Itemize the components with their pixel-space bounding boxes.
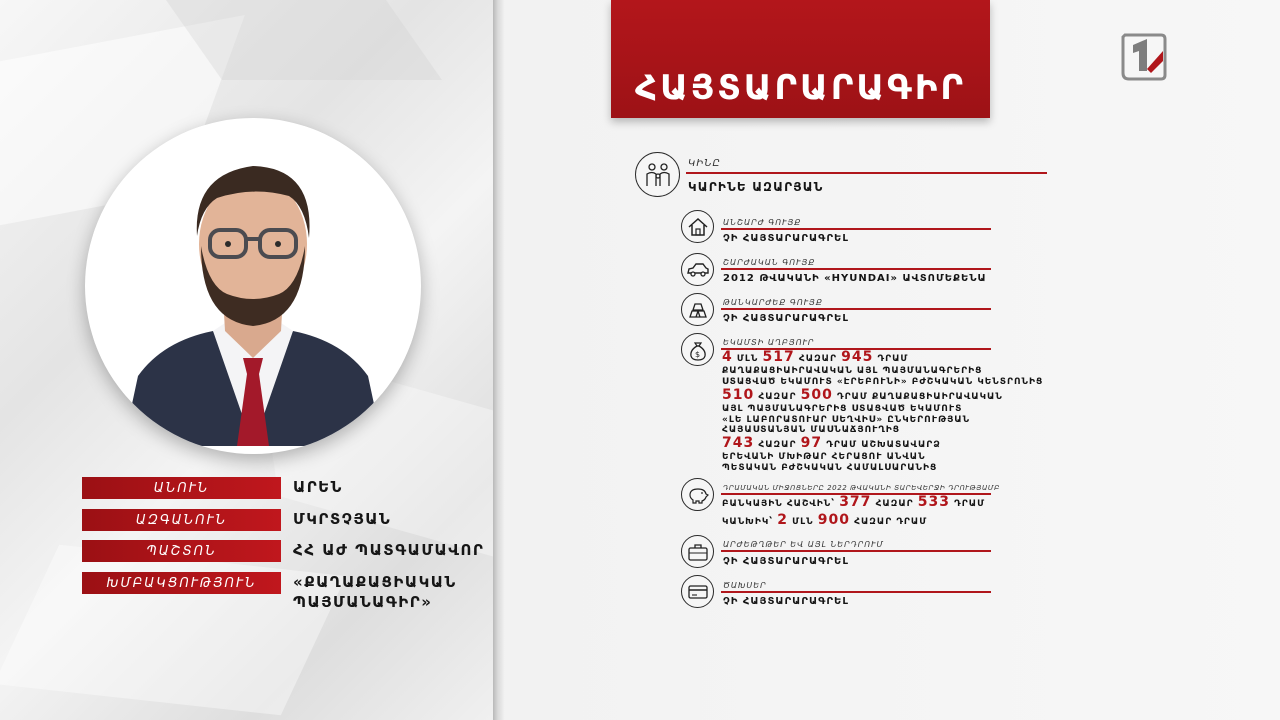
amount-number: 97 xyxy=(800,435,823,451)
amount-number: 377 xyxy=(839,494,872,510)
info-value: ՄԿՐՏՉՅԱՆ xyxy=(293,510,392,528)
section-divider xyxy=(721,550,991,552)
expenses-value: ՉԻ ՀԱՅՏԱՐԱՐԱԳՐԵԼ xyxy=(723,596,849,607)
amount-number: 4 xyxy=(722,349,733,365)
income-item xyxy=(722,350,1043,387)
income-source-line: ՀԱՅԱՍՏԱՆՅԱՆ ՄԱՍՆԱՃՅՈՒՂԻՑ xyxy=(722,425,901,435)
amount-unit: ՀԱԶԱՐ xyxy=(875,499,914,509)
gold-bars-icon xyxy=(681,293,714,326)
income-source-line: ՊԵՏԱԿԱՆ ԲԺՇԿԱԿԱՆ ՀԱՄԱԼՍԱՐԱՆԻՑ xyxy=(722,462,938,473)
section-divider xyxy=(721,308,991,310)
amount-unit: ԴՐԱՄ xyxy=(877,354,909,364)
valuables-value: ՉԻ ՀԱՅՏԱՐԱՐԱԳՐԵԼ xyxy=(723,313,849,324)
amount-unit: ԴՐԱՄ xyxy=(954,499,986,509)
background-facet xyxy=(0,545,346,716)
amount-unit: ՄԼՆ xyxy=(792,517,814,527)
channel-logo-icon xyxy=(1119,31,1167,82)
amount-number: 533 xyxy=(917,494,951,510)
amount-unit: ՀԱԶԱՐ xyxy=(798,354,837,364)
amount-unit: ՄԼՆ xyxy=(736,354,759,364)
income-source-line: ՍՏԱՑՎԱԾ ԵԿԱՄՈՒՏ «ԷՐԵԲՈՒՆԻ» ԲԺՇԿԱԿԱՆ ԿԵՆՏՐՈՆԻՑ xyxy=(722,376,1044,387)
expenses-label: ԾԱԽՍԵՐ xyxy=(723,581,767,590)
amount-unit: ԴՐԱՄ ԱՇԽԱՏԱՎԱՐՁ xyxy=(826,440,941,450)
info-value xyxy=(293,572,457,612)
briefcase-icon xyxy=(681,535,714,568)
money-bag-icon xyxy=(681,333,714,366)
income-item xyxy=(722,388,1003,436)
section-divider xyxy=(721,268,991,270)
income-item xyxy=(722,436,941,473)
income-amount xyxy=(722,350,1043,366)
real-estate-label: ԱՆՇԱՐԺ ԳՈՒՅՔ xyxy=(723,218,802,227)
info-value-line: «ՔԱՂԱՔԱՑԻԱԿԱՆ xyxy=(293,573,457,591)
info-row-surname xyxy=(82,509,391,531)
spouse-value: ԿԱՐԻՆԵ ԱԶԱՐՅԱՆ xyxy=(688,180,824,194)
info-label: ԽՄԲԱԿՑՈՒԹՅՈՒՆ xyxy=(82,572,281,594)
real-estate-value: ՉԻ ՀԱՅՏԱՐԱՐԱԳՐԵԼ xyxy=(723,233,849,244)
info-label: ՊԱՇՏՈՆ xyxy=(82,540,281,562)
title-banner xyxy=(611,0,990,118)
cash-label: ԴՐԱՄԱԿԱՆ ՄԻՋՈՑՆԵՐԸ 2022 ԹՎԱԿԱՆԻ ՏԱՐԵՎԵՐՋԻ ԴՐՈՒԹՅԱՄԲ xyxy=(723,484,1000,492)
info-label: ԱՆՈՒՆ xyxy=(82,477,281,499)
amount-number: 900 xyxy=(817,512,850,528)
house-icon xyxy=(681,210,714,243)
income-source-line: ԱՅԼ ՊԱՅՄԱՆԱԳՐԵՐԻՑ ՍՏԱՑՎԱԾ ԵԿԱՄՈՒՏ xyxy=(722,404,963,414)
valuables-label: ԹԱՆԿԱՐԺԵՔ ԳՈՒՅՔ xyxy=(723,298,823,307)
amount-number: 945 xyxy=(841,349,874,365)
info-value-line: ՊԱՅՄԱՆԱԳԻՐ» xyxy=(293,593,433,611)
info-label: ԱԶԳԱՆՈՒՆ xyxy=(82,509,281,531)
shares-label: ԱՐԺԵԹՂԹԵՐ ԵՎ ԱՅԼ ՆԵՐԴՐՈՒՄ xyxy=(723,540,884,549)
income-source-line: ՔԱՂԱՔԱՑԻԱԻՐԱՎԱԿԱՆ ԱՅԼ ՊԱՅՄԱՆԱԳՐԵՐԻՑ xyxy=(722,366,983,376)
car-icon xyxy=(681,253,714,286)
credit-card-icon xyxy=(681,575,714,608)
amount-number: 517 xyxy=(762,349,795,365)
movable-label: ՇԱՐԺԱԿԱՆ ԳՈՒՅՔ xyxy=(723,258,816,267)
amount-unit: ՀԱԶԱՐ xyxy=(758,440,797,450)
amount-number: 743 xyxy=(722,435,755,451)
income-amount xyxy=(722,436,941,452)
section-divider xyxy=(686,172,1047,174)
amount-unit: ԴՐԱՄ ՔԱՂԱՔԱՑԻԱԻՐԱՎԱԿԱՆ xyxy=(836,392,1003,402)
bank-account-line xyxy=(722,495,985,511)
amount-number: 510 xyxy=(722,387,755,403)
section-divider xyxy=(721,591,991,593)
income-source-line: ԵՐԵՎԱՆԻ ՄԽԻԹԱՐ ՀԵՐԱՑՈՒ ԱՆՎԱՆ xyxy=(722,452,926,462)
amount-unit: ՀԱԶԱՐ ԴՐԱՄ xyxy=(854,517,928,527)
income-amount xyxy=(722,388,1003,404)
cash-in-hand-line xyxy=(722,513,985,529)
piggy-bank-icon xyxy=(681,478,714,511)
info-row-position xyxy=(82,540,484,562)
info-value: ՀՀ ԱԺ ՊԱՏԳԱՄԱՎՈՐ xyxy=(293,541,485,559)
page-title: ՀԱՅՏԱՐԱՐԱԳԻՐ xyxy=(634,68,967,108)
amount-number: 2 xyxy=(777,512,788,528)
amount-number: 500 xyxy=(800,387,833,403)
movable-value: 2012 ԹՎԱԿԱՆԻ «HYUNDAI» ԱՎՏՈՄԵՔԵՆԱ xyxy=(723,273,987,284)
portrait-photo xyxy=(85,118,421,454)
info-value: ԱՐԵՆ xyxy=(293,478,343,496)
cash-text: ԿԱՆԽԻԿ՝ xyxy=(722,517,774,527)
shares-value: ՉԻ ՀԱՅՏԱՐԱՐԱԳՐԵԼ xyxy=(723,556,849,567)
spouse-label: ԿԻՆԸ xyxy=(688,158,721,169)
income-source-line: «ԼԵ ԼԱԲՈՐԱՏՈՒԱՐ ՍԵՂՎԻՍ» ԸՆԿԵՐՈՒԹՅԱՆ xyxy=(722,414,971,425)
income-label: ԵԿԱՄՏԻ ԱՂԲՅՈՒՐ xyxy=(723,338,815,347)
family-icon xyxy=(635,152,680,197)
amount-unit: ՀԱԶԱՐ xyxy=(758,392,797,402)
cash-text: ԲԱՆԿԱՅԻՆ ՀԱՇՎԻՆ՝ xyxy=(722,499,836,509)
page-divider xyxy=(493,0,505,720)
svg-text:$: $ xyxy=(694,349,700,359)
info-row-name xyxy=(82,477,343,499)
cash-amounts xyxy=(722,495,985,529)
section-divider xyxy=(721,228,991,230)
info-row-faction xyxy=(82,572,457,611)
